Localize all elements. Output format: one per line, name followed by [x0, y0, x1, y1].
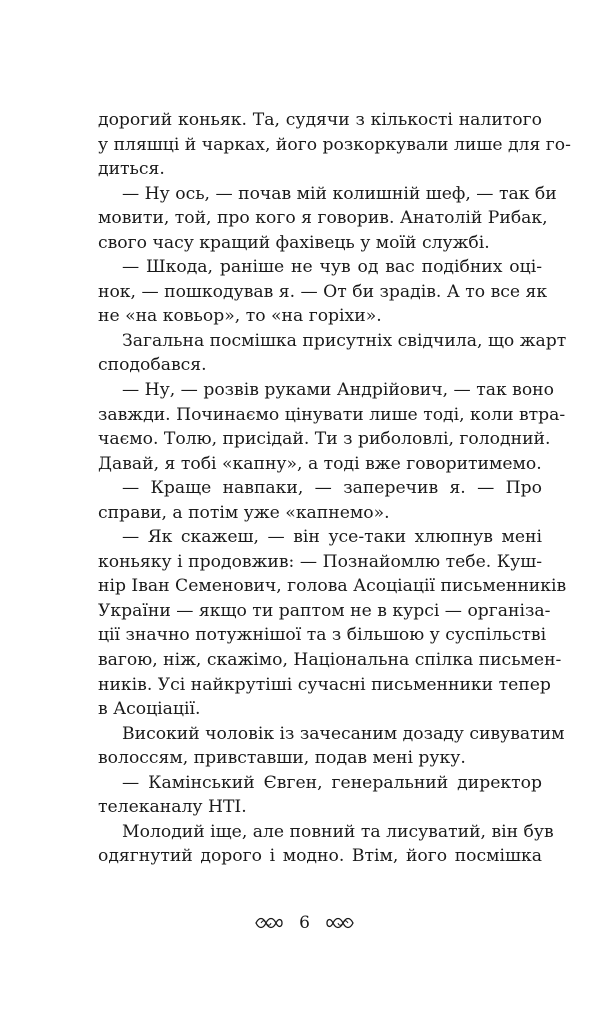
text-line: сподобався. — [98, 355, 207, 376]
text-line: дорогий коньяк. Та, судячи з кількості налитого — [98, 110, 542, 130]
text-line: України — якщо ти раптом не в курсі — організа- — [98, 600, 551, 621]
text-line: — Камінський Євген, генеральний директор — [122, 772, 542, 793]
text-line: завжди. Починаємо цінувати лише тоді, коли втра- — [98, 404, 566, 425]
text-line: справи, а потім уже «капнемо». — [98, 502, 390, 523]
text-line: нок, — пошкодував я. — От би зрадів. А то все як — [98, 281, 548, 302]
text-line: — Ну ось, — почав мій колишній шеф, — так би — [122, 183, 557, 204]
text-line: не «на ковьор», то «на горіхи». — [98, 306, 382, 327]
text-line: в Асоціації. — [98, 699, 201, 720]
text-line: мовити, той, про кого я говорив. Анатолій Рибак, — [98, 208, 548, 229]
text-line: свого часу кращий фахівець у моїй службі. — [98, 232, 490, 253]
text-line: вагою, ніж, скажімо, Національна спілка письмен- — [98, 650, 562, 671]
text-line: ції значно потужнішої та з більшою у суспільстві — [98, 625, 547, 646]
text-line: диться. — [98, 159, 165, 180]
text-line: ників. Усі найкрутіші сучасні письменники тепер — [98, 674, 551, 695]
text-line: чаємо. Толю, присідай. Ти з риболовлі, голодний. — [98, 429, 551, 450]
text-line: волоссям, привставши, подав мені руку. — [98, 748, 466, 769]
text-line: Високий чоловік із зачесаним дозаду сивуватим — [122, 723, 565, 744]
text-line: коньяку і продовжив: — Познайомлю тебе. Куш- — [98, 551, 542, 572]
text-line: одягнутий дорого і модно. Втім, його посмішка — [98, 846, 542, 867]
page-number: 6 — [299, 912, 310, 933]
knot-ornament-icon — [254, 916, 284, 930]
text-line: нір Іван Семенович, голова Асоціації письменників — [98, 576, 567, 597]
text-line: Давай, я тобі «капну», а тоді вже говоритимемо. — [98, 453, 542, 474]
text-line: Загальна посмішка присутніх свідчила, що жарт — [122, 330, 567, 351]
text-line: телеканалу НТІ. — [98, 797, 247, 818]
text-line: — Краще навпаки, — заперечив я. — Про — [122, 478, 542, 499]
text-block — [98, 108, 571, 869]
text-line: у пляшці й чарках, його розкоркували лише для го- — [98, 134, 571, 155]
text-line: — Як скажеш, — він усе-таки хлюпнув мені — [122, 527, 542, 548]
text-line: — Шкода, раніше не чув од вас подібних оці- — [122, 257, 542, 278]
knot-ornament-icon — [325, 916, 355, 930]
page-footer — [0, 910, 609, 935]
text-line: Молодий іще, але повний та лисуватий, він був — [122, 821, 554, 842]
page-body — [98, 108, 571, 869]
text-line: — Ну, — розвів руками Андрійович, — так воно — [122, 380, 554, 401]
